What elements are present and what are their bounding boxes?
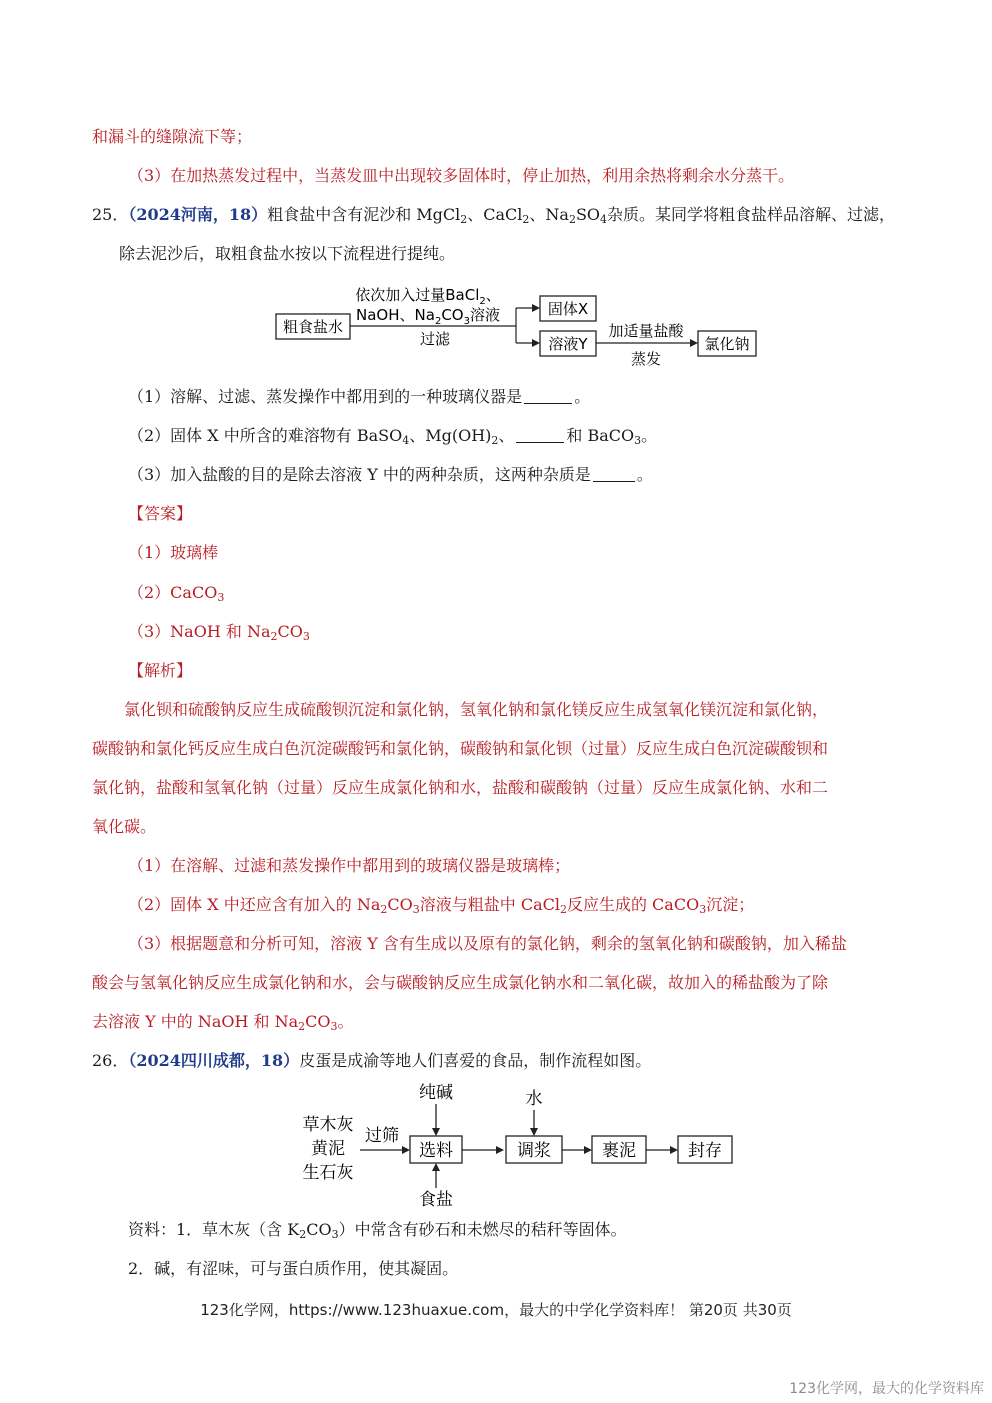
q25-flow-diagram	[270, 280, 770, 372]
input-plant-ash: 草木灰	[302, 1115, 354, 1135]
arrowhead-product	[690, 339, 698, 347]
q26-stem: 26．（2024四川成都，18）皮蛋是成渝等地人们喜爱的食品，制作流程如图。	[92, 1051, 652, 1070]
carryover-text: 和漏斗的缝隙流下等；	[92, 127, 253, 146]
label-solid-x: 固体X	[547, 300, 589, 318]
analysis-heading: 【解析】	[128, 661, 193, 680]
label-solution-y: 溶液Y	[548, 335, 588, 353]
question-source: （2024河南，18）	[128, 205, 268, 224]
answer-blank[interactable]	[524, 389, 572, 404]
analysis-point-2: （2）固体 X 中还应含有加入的 $Na_2CO_3$溶液与粗盐中 CaCl$_2$反应生成的 CaCO$_3$沉淀；	[128, 895, 755, 916]
watermark: 123化学网，最大的化学资料库	[789, 1381, 984, 1397]
arrowhead-step-2	[584, 1146, 592, 1154]
question-number: 25．	[92, 205, 129, 224]
label-salt: 食盐	[419, 1190, 453, 1210]
label-coat-mud: 裹泥	[602, 1141, 636, 1161]
analysis-point-1: （1）在溶解、过滤和蒸发操作中都用到的玻璃仪器是玻璃棒；	[128, 856, 571, 875]
label-reagent-2: NaOH、$Na_2CO_3$溶液	[356, 306, 500, 327]
analysis-line-2: 碳酸钠和氯化钙反应生成白色沉淀碳酸钙和氯化钠，碳酸钠和氯化钡（过量）反应生成白色沉淀碳酸钡和	[92, 739, 829, 758]
input-quicklime: 生石灰	[302, 1163, 354, 1183]
label-water: 水	[525, 1089, 543, 1109]
q26-flow-diagram	[296, 1078, 746, 1210]
answer-1: （1）玻璃棒	[128, 543, 219, 562]
analysis-point-3-line-2: 酸会与氢氧化钠反应生成氯化钠和水，会与碳酸钠反应生成氯化钠水和二氧化碳，故加入的稀盐酸为了除	[92, 973, 829, 992]
label-filter: 过滤	[419, 330, 451, 348]
label-evaporate: 蒸发	[630, 350, 662, 368]
label-crude-brine: 粗食盐水	[282, 318, 344, 336]
arrowhead-sieve	[402, 1146, 410, 1154]
arrowhead-solid	[532, 304, 540, 312]
arrowhead-salt	[432, 1163, 440, 1171]
label-acid: 加适量盐酸	[608, 322, 684, 340]
arrowhead-step-3	[670, 1146, 678, 1154]
label-select: 选料	[419, 1141, 453, 1161]
q26-reference-2: 2．碱，有涩味，可与蛋白质作用，使其凝固。	[128, 1259, 459, 1278]
arrowhead-water	[530, 1128, 538, 1136]
analysis-line-3: 氯化钠，盐酸和氢氧化钠（过量）反应生成氯化钠和水，盐酸和碳酸钠（过量）反应生成氯化钠、水和二	[92, 778, 829, 797]
q25-sub-1: （1）溶解、过滤、蒸发操作中都用到的一种玻璃仪器是 。	[128, 387, 591, 406]
q26-reference-1: 资料：1．草木灰（含 $K_2CO_3$）中常含有砂石和未燃尽的秸秆等固体。	[128, 1220, 627, 1241]
q25-stem: 25．（2024河南，18）粗食盐中含有泥沙和 MgCl$_2$、CaCl$_2$、$Na_2SO_4$杂质。某同学将粗食盐样品溶解、过滤，	[92, 205, 896, 226]
arrowhead-solution	[532, 339, 540, 347]
label-slurry: 调浆	[517, 1141, 551, 1161]
label-sieve: 过筛	[365, 1126, 399, 1146]
analysis-line-1: 氯化钡和硫酸钠反应生成硫酸钡沉淀和氯化钠，氢氧化钠和氯化镁反应生成氢氧化镁沉淀和氯化钠，	[124, 700, 829, 719]
answer-blank[interactable]	[516, 428, 564, 443]
page-footer: 123化学网，https://www.123huaxue.com，最大的中学化学资料库！ 第20页 共30页	[200, 1301, 792, 1319]
analysis-point-3-line-3: 去溶液 Y 中的 NaOH 和 $Na_2CO_3$。	[92, 1012, 354, 1033]
answer-heading: 【答案】	[128, 504, 193, 523]
label-product: 氯化钠	[704, 335, 750, 353]
q25-stem-line2: 除去泥沙后，取粗食盐水按以下流程进行提纯。	[119, 244, 456, 263]
carryover-answer-3: （3）在加热蒸发过程中，当蒸发皿中出现较多固体时，停止加热，利用余热将剩余水分蒸干。	[128, 166, 795, 185]
analysis-line-4: 氧化碳。	[92, 817, 157, 836]
question-number: 26．	[92, 1051, 129, 1070]
answer-2: （2）CaCO$_3$	[128, 583, 225, 604]
q25-sub-2: （2）固体 X 中所含的难溶物有 BaSO$_4$、$Mg(OH)_2$、 和 BaCO$_3$。	[128, 426, 658, 447]
q25-sub-3: （3）加入盐酸的目的是除去溶液 Y 中的两种杂质，这两种杂质是 。	[128, 465, 653, 484]
answer-3: （3）NaOH 和 $Na_2CO_3$	[128, 622, 310, 643]
label-soda-ash: 纯碱	[419, 1083, 453, 1103]
arrowhead-step-1	[496, 1146, 504, 1154]
question-source: （2024四川成都，18）	[128, 1051, 300, 1070]
input-yellow-mud: 黄泥	[311, 1139, 345, 1159]
label-reagent-1: 依次加入过量BaCl$_2$、	[355, 286, 501, 307]
answer-blank[interactable]	[593, 467, 635, 482]
analysis-point-3-line-1: （3）根据题意和分析可知，溶液 Y 含有生成以及原有的氯化钠，剩余的氢氧化钠和碳酸钠，加入稀盐	[128, 934, 847, 953]
label-store: 封存	[688, 1141, 722, 1161]
arrowhead-soda-ash	[432, 1128, 440, 1136]
